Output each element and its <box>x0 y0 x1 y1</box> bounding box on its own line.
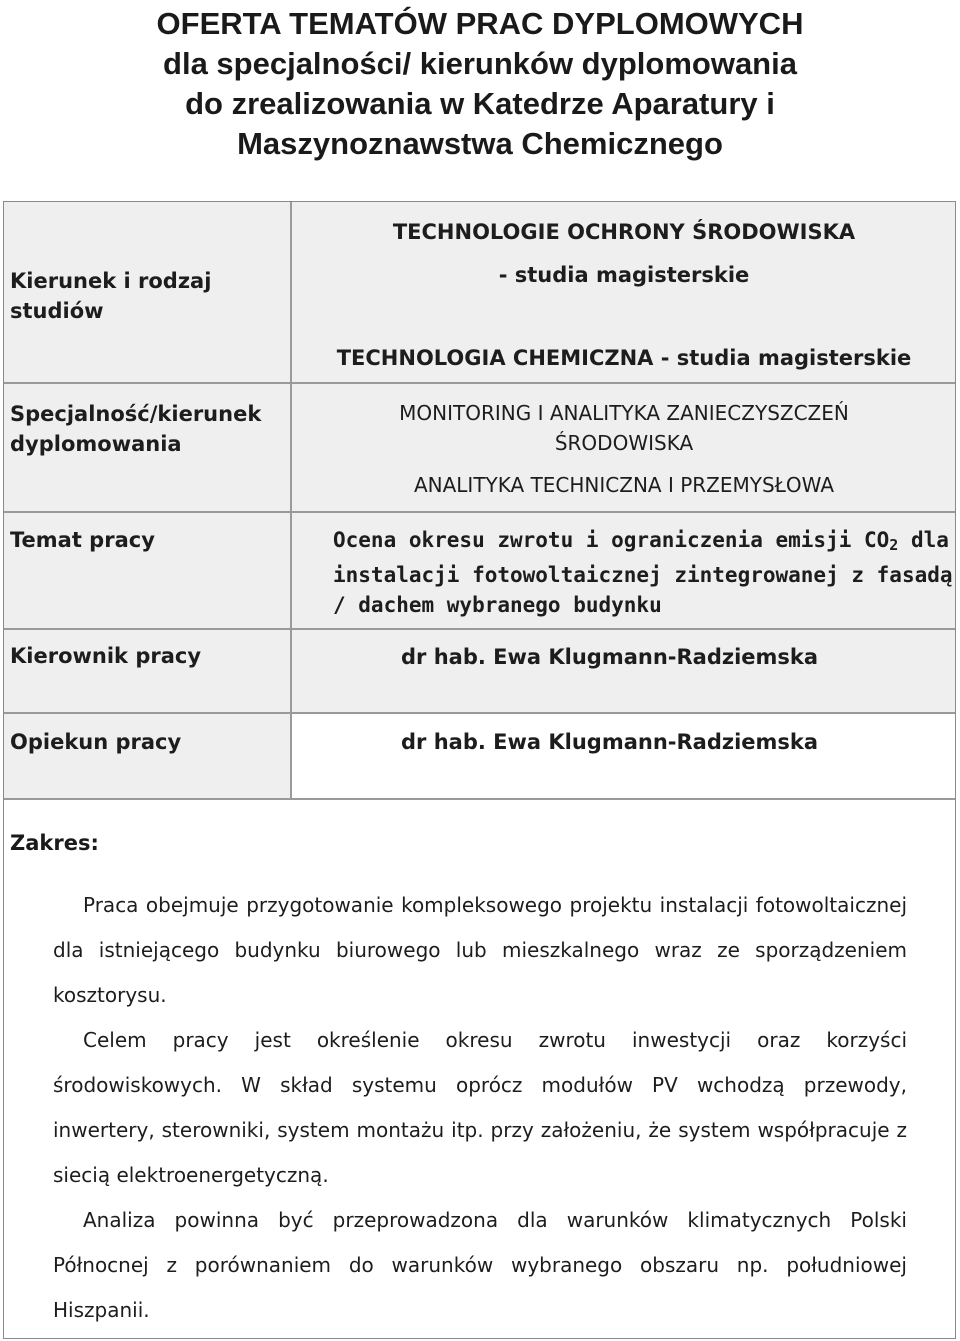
row-divider <box>4 382 955 384</box>
title-line-2: dla specjalności/ kierunków dyplomowania <box>163 46 797 81</box>
kierunek-value-3: TECHNOLOGIA CHEMICZNA - studia magisterskie <box>336 346 912 370</box>
topic-text-cont: dla instalacji fotowoltaicznej zintegrowanej z fasadą / dachem wybranego budynku <box>333 528 953 617</box>
label-specjalnosc: Specjalność/kierunek dyplomowania <box>10 402 262 456</box>
row-divider <box>4 628 955 630</box>
label-opiekun: Opiekun pracy <box>10 730 182 754</box>
scope-paragraph-3: Analiza powinna być przeprowadzona dla warunków klimatycznych Polski Północnej z porównaniem do warunków wybranego obszaru np. południowej Hiszpanii. <box>53 1208 907 1322</box>
opiekun-value: dr hab. Ewa Klugmann-Radziemska <box>401 730 819 754</box>
column-divider <box>290 202 292 798</box>
specjalnosc-value-1: MONITORING I ANALITYKA ZANIECZYSZCZEŃ ŚRODOWISKA <box>399 401 849 455</box>
label-kierownik: Kierownik pracy <box>10 644 202 668</box>
label-temat: Temat pracy <box>10 528 155 552</box>
specjalnosc-value-2: ANALITYKA TECHNICZNA I PRZEMYSŁOWA <box>413 473 835 497</box>
scope-paragraph-2: Celem pracy jest określenie okresu zwrotu inwestycji oraz korzyści środowiskowych. W skład systemu oprócz modułów PV wchodzą przewody, inwertery, sterowniki, system montażu itp. przy założeniu, że system współpracuje z siecią elektroenergetyczną. <box>53 1028 907 1187</box>
thesis-offer-table <box>3 201 956 1339</box>
label-kierunek: Kierunek i rodzaj studiów <box>10 269 212 323</box>
row-divider <box>4 511 955 513</box>
title-line-3: do zrealizowania w Katedrze Aparatury i <box>185 86 775 121</box>
scope-label: Zakres: <box>10 831 99 855</box>
title-line-4: Maszynoznawstwa Chemicznego <box>237 126 723 161</box>
topic-text: Ocena okresu zwrotu i ograniczenia emisji CO <box>333 528 890 552</box>
row-divider <box>4 712 955 714</box>
row-divider <box>4 798 955 800</box>
thesis-topic <box>333 525 953 620</box>
scope-paragraph-1: Praca obejmuje przygotowanie kompleksowego projektu instalacji fotowoltaicznej dla istniejącego budynku biurowego lub mieszkalnego wraz ze sporządzeniem kosztorysu. <box>53 893 907 1007</box>
document-title <box>0 4 960 164</box>
kierownik-value: dr hab. Ewa Klugmann-Radziemska <box>401 645 819 669</box>
kierunek-value-2: - studia magisterskie <box>498 263 750 287</box>
kierunek-value-1: TECHNOLOGIE OCHRONY ŚRODOWISKA <box>392 220 856 244</box>
title-line-1: OFERTA TEMATÓW PRAC DYPLOMOWYCH <box>156 6 804 41</box>
topic-subscript: 2 <box>889 536 899 554</box>
